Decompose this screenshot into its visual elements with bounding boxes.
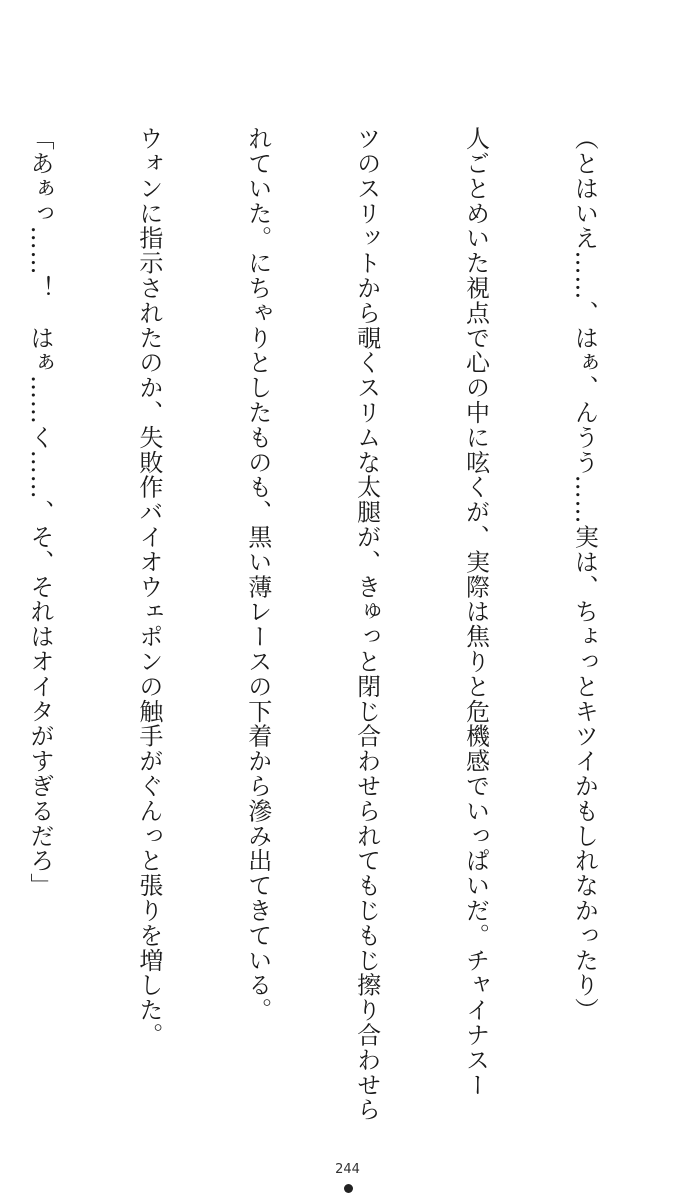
- vertical-text-body: [0, 126, 675, 1122]
- page-number: 244: [335, 1162, 360, 1177]
- text-line-5: ウォンに指示されたのか、失敗作バイオウェポンの触手がぐんっと張りを増した。: [134, 126, 163, 1048]
- text-line-2: 人ごとめいた視点で心の中に呟くが、実際は焦りと危機感でいっぱいだ。チャイナスー: [461, 126, 490, 1098]
- text-line-1: （とはいえ……、はぁ、んうう……実は、ちょっとキツイかもしれなかったり）: [570, 126, 599, 1023]
- page-marker-dot: [344, 1184, 353, 1193]
- text-line-6: 「あぁっ……！ はぁ……く……、そ、それはオイタがすぎるだろ」: [25, 126, 54, 898]
- text-line-3: ツのスリットから覗くスリムな太腿が、きゅっと閉じ合わせられてもじもじ擦り合わせら: [352, 126, 381, 1122]
- text-line-4: れていた。にちゃりとしたものも、黒い薄レースの下着から滲み出てきている。: [243, 126, 272, 1023]
